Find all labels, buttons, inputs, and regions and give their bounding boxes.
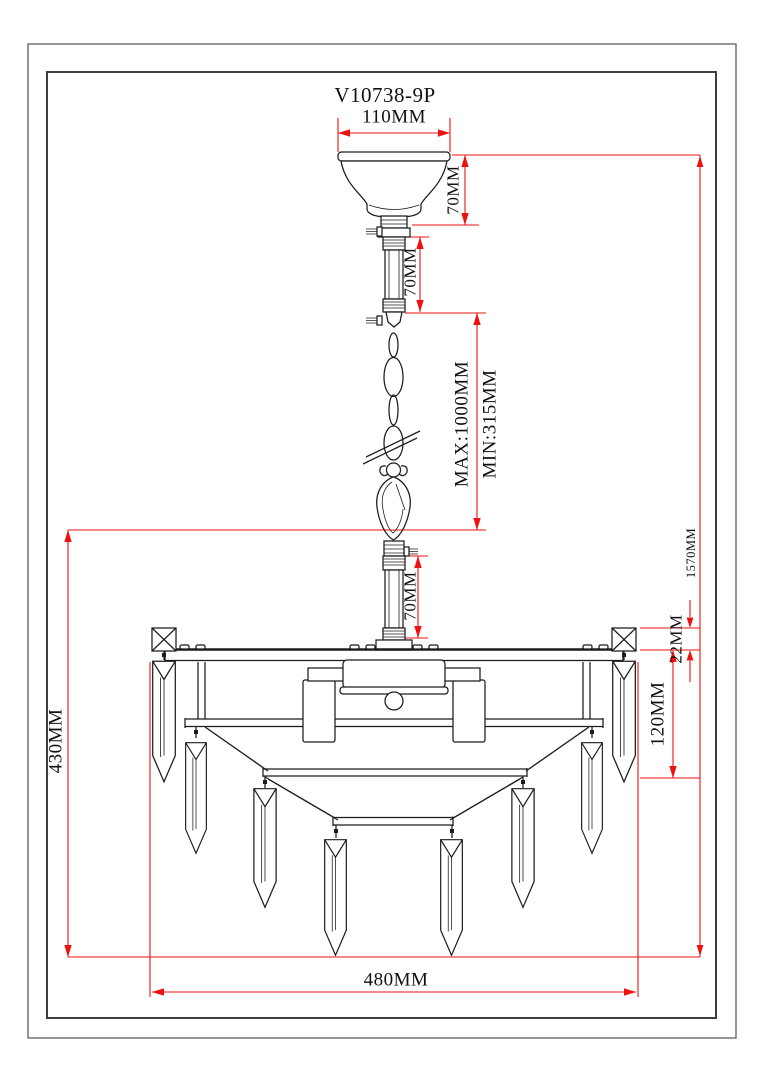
dim-body-height [64, 527, 700, 957]
crystal-prism [441, 840, 463, 956]
crystal-topper-right [612, 628, 636, 660]
dim-label-upper-rod: 70MM [400, 247, 420, 297]
mounting-screw-icon [404, 547, 418, 556]
dim-label-ring-thickness: 22MM [666, 614, 686, 664]
crystal-prism [512, 789, 534, 908]
hub-finial [385, 692, 403, 710]
suspension-chain [363, 333, 420, 477]
crystal-prism [254, 789, 276, 908]
dim-chain [68, 313, 486, 530]
model-title: V10738-9P [334, 83, 436, 107]
crystal-prism [186, 743, 207, 854]
candle-sleeve-right [453, 680, 485, 742]
crystal-topper-left [152, 628, 176, 660]
dim-label-canopy-width: 110MM [361, 106, 427, 128]
tier3-ring [205, 727, 589, 777]
dim-label-lower-rod: 70MM [400, 571, 420, 621]
dim-label-tier-drop: 120MM [647, 681, 669, 747]
dim-label-body-height: 430MM [45, 708, 67, 774]
crystal-prism [582, 743, 603, 854]
dim-label-body-width: 480MM [363, 969, 429, 991]
crystal-prism [153, 661, 176, 782]
dim-label-chain-max: MAX:1000MM [451, 360, 473, 488]
dim-label-chain-min: MIN:315MM [479, 369, 501, 479]
dim-label-overall-height: 1570MM [684, 527, 698, 579]
dim-label-canopy-height: 70MM [443, 165, 463, 215]
candle-sleeve-left [303, 680, 335, 742]
mounting-screw-icon [366, 227, 382, 236]
tier4-ring [265, 777, 523, 826]
dim-body-width [150, 662, 638, 997]
ceiling-canopy [338, 152, 450, 237]
mounting-screw-icon [366, 316, 382, 325]
crystal-prism [325, 840, 347, 956]
crystal-prism [613, 661, 636, 782]
